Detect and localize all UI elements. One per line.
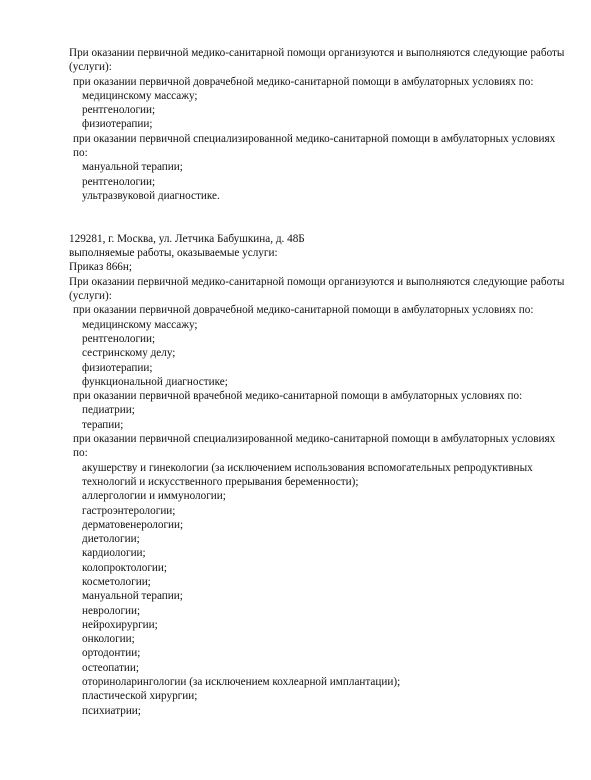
list-item: нейрохирургии; xyxy=(82,618,158,631)
list-item: функциональной диагностике; xyxy=(82,375,228,388)
list-item: рентгенологии; xyxy=(82,104,156,117)
list-item: рентгенологии; xyxy=(82,332,156,345)
list-item: косметологии; xyxy=(82,575,151,588)
paragraph-gap xyxy=(69,218,569,232)
list-item: терапии; xyxy=(82,418,124,431)
list-item: сестринскому делу; xyxy=(82,347,176,360)
list-item: психиатрии; xyxy=(82,704,141,717)
list-item: кардиологии; xyxy=(82,547,146,560)
list-item: рентгенологии; xyxy=(82,175,156,188)
list-item: оториноларингологии (за исключением кохлеарной имплантации); xyxy=(82,676,401,689)
section1-specialized-heading: при оказании первичной специализированной медико-санитарной помощи в амбулаторных условиях по: xyxy=(73,132,556,160)
section1-intro: При оказании первичной медико-санитарной помощи организуются и выполняются следующие работы (услуги): xyxy=(69,47,565,74)
list-item: гастроэнтерологии; xyxy=(82,504,176,517)
list-item: аллергологии и иммунологии; xyxy=(82,490,226,503)
section2-specialized-heading: при оказании первичной специализированной медико-санитарной помощи в амбулаторных условиях по: xyxy=(73,433,556,460)
paragraph-gap xyxy=(69,203,569,217)
list-item: медицинскому массажу; xyxy=(82,89,198,102)
list-item: диетологии; xyxy=(82,533,140,546)
works-label: выполняемые работы, оказываемые услуги: xyxy=(69,247,278,260)
list-item: ортодонтии; xyxy=(82,647,141,660)
list-item: акушерству и гинекологии (за исключением использования вспомогательных репродуктивных технологий и искусственного прерывания беременности); xyxy=(82,461,533,488)
list-item: мануальной терапии; xyxy=(82,590,183,603)
list-item: онкологии; xyxy=(82,633,135,646)
order-reference: Приказ 866н; xyxy=(69,261,132,274)
list-item: физиотерапии; xyxy=(82,361,153,374)
list-item: пластической хирургии; xyxy=(82,690,198,703)
list-item: неврологии; xyxy=(82,604,141,617)
document-body xyxy=(69,46,569,718)
list-item: мануальной терапии; xyxy=(82,161,183,174)
list-item: дерматовенерологии; xyxy=(82,518,184,531)
section2-physician-heading: при оказании первичной врачебной медико-санитарной помощи в амбулаторных условиях по: xyxy=(73,390,523,403)
address: 129281, г. Москва, ул. Летчика Бабушкина, д. 48Б xyxy=(69,232,305,245)
list-item: педиатрии; xyxy=(82,404,135,417)
section2-doctorless-heading: при оказании первичной доврачебной медико-санитарной помощи в амбулаторных условиях по: xyxy=(73,304,534,317)
list-item: ультразвуковой диагностике. xyxy=(82,189,220,202)
list-item: медицинскому массажу; xyxy=(82,318,198,331)
list-item: остеопатии; xyxy=(82,661,139,674)
section1-doctorless-heading: при оказании первичной доврачебной медико-санитарной помощи в амбулаторных условиях по: xyxy=(73,75,534,88)
list-item: физиотерапии; xyxy=(82,118,153,131)
section2-intro: При оказании первичной медико-санитарной помощи организуются и выполняются следующие работы (услуги): xyxy=(69,275,565,303)
list-item: колопроктологии; xyxy=(82,561,167,574)
